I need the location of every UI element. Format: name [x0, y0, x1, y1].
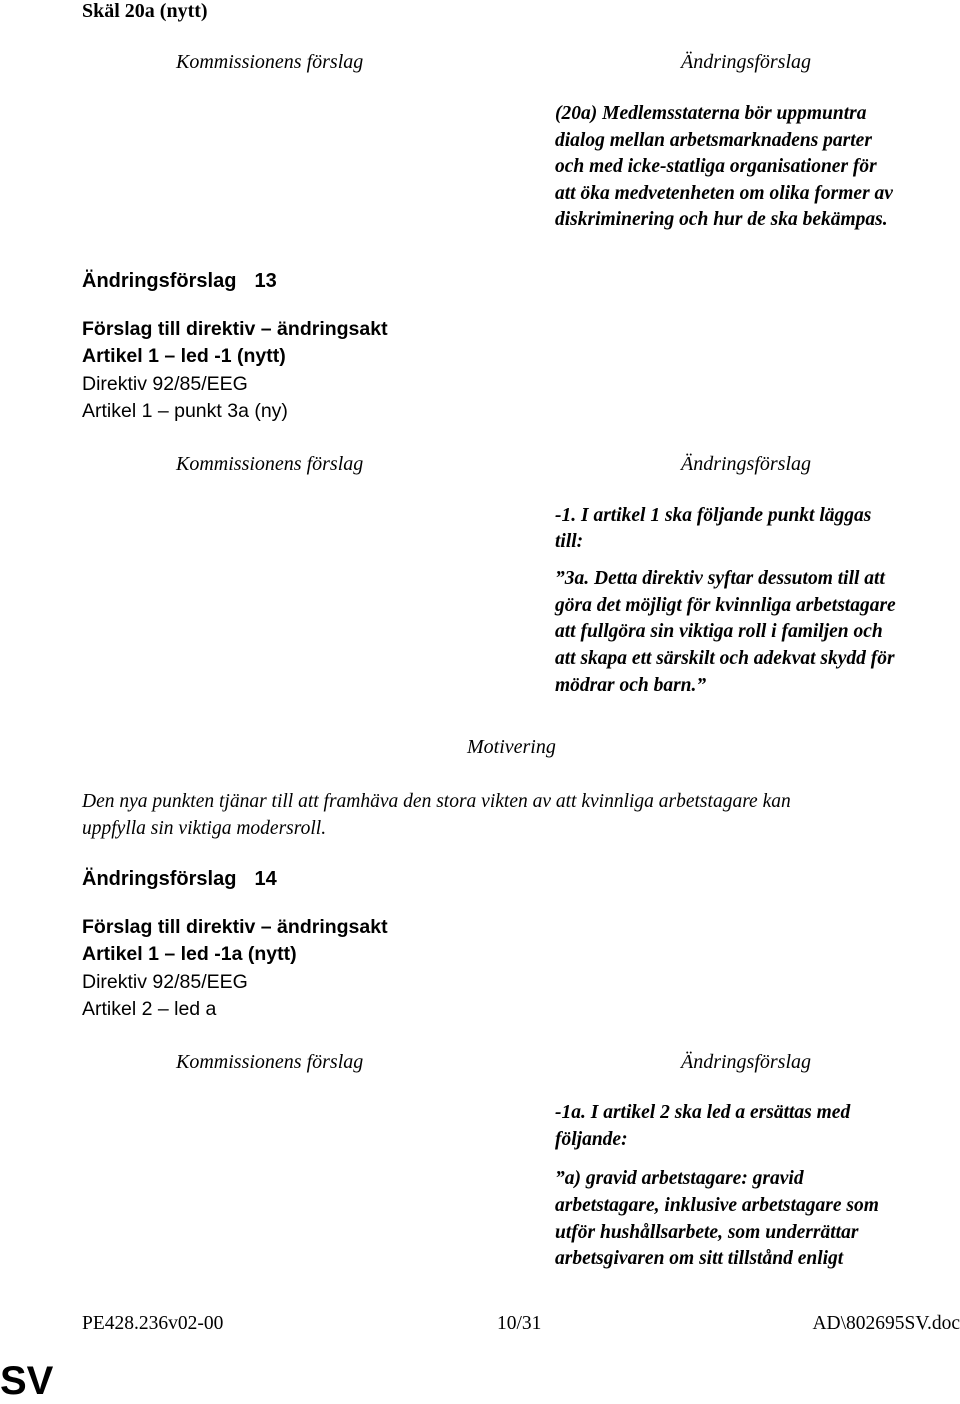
amendment-13-ref-proposal: Förslag till direktiv – ändringsakt: [82, 318, 388, 340]
amendment-13-heading: [82, 270, 277, 293]
column-heading-amendment: Ändringsförslag: [681, 51, 812, 73]
text-line: -1. I artikel 1 ska följande punkt läggas: [555, 505, 872, 526]
amendment-13-ref-point: Artikel 1 – punkt 3a (ny): [82, 400, 288, 422]
text-line: Den nya punkten tjänar till att framhäva den stora vikten av att kvinnliga arbetstagare kan: [82, 791, 791, 812]
amendment-14-text: [555, 1166, 879, 1273]
amendment-14-ref-directive: Direktiv 92/85/EEG: [82, 971, 248, 993]
amendment-14-ref-point: Artikel 2 – led a: [82, 998, 217, 1020]
text-line: till:: [555, 531, 584, 552]
amendment-number: 13: [254, 270, 277, 292]
footer-page-number: 10/31: [497, 1313, 542, 1334]
text-line: arbetstagare, inklusive arbetstagare som: [555, 1194, 879, 1216]
recital-20a-text: [555, 101, 893, 234]
amendment-13-text: [555, 566, 896, 700]
column-heading-amendment: Ändringsförslag: [681, 1051, 812, 1073]
justification-heading: Motivering: [467, 736, 556, 758]
text-line: diskriminering och hur de ska bekämpas.: [555, 209, 888, 230]
text-line: ”a) gravid arbetstagare: gravid: [555, 1168, 804, 1189]
justification-text: [82, 789, 791, 842]
column-heading-commission: Kommissionens förslag: [176, 51, 364, 73]
amendment-13-ref-article: Artikel 1 – led -1 (nytt): [82, 345, 286, 367]
footer-reference: PE428.236v02-00: [82, 1313, 224, 1334]
column-heading-commission: Kommissionens förslag: [176, 1051, 364, 1073]
text-line: uppfylla sin viktiga modersroll.: [82, 817, 327, 839]
amendment-label: Ändringsförslag: [82, 868, 237, 890]
text-line: (20a) Medlemsstaterna bör uppmuntra: [555, 103, 867, 124]
text-line: arbetsgivaren om sitt tillstånd enligt: [555, 1248, 844, 1270]
text-line: dialog mellan arbetsmarknadens parter: [555, 129, 872, 151]
language-code: SV: [0, 1359, 54, 1403]
amendment-14-heading: [82, 868, 277, 891]
amendment-14-ref-proposal: Förslag till direktiv – ändringsakt: [82, 916, 388, 938]
amendment-13-intro: [555, 503, 871, 555]
reason-heading: Skäl 20a (nytt): [82, 0, 208, 22]
text-line: att öka medvetenheten om olika former av: [555, 182, 893, 204]
amendment-number: 14: [254, 868, 277, 890]
amendment-14-ref-article: Artikel 1 – led -1a (nytt): [82, 943, 297, 965]
text-line: göra det möjligt för kvinnliga arbetstagare: [555, 594, 896, 616]
text-line: mödrar och barn.”: [555, 674, 707, 696]
text-line: följande:: [555, 1128, 628, 1150]
text-line: att fullgöra sin viktiga roll i familjen och: [555, 621, 883, 643]
amendment-14-intro: [555, 1100, 850, 1153]
text-line: utför hushållsarbete, som underrättar: [555, 1221, 859, 1243]
column-heading-amendment: Ändringsförslag: [681, 453, 812, 475]
text-line: -1a. I artikel 2 ska led a ersättas med: [555, 1102, 851, 1123]
amendment-label: Ändringsförslag: [82, 270, 237, 292]
amendment-13-ref-directive: Direktiv 92/85/EEG: [82, 373, 248, 395]
text-line: att skapa ett särskilt och adekvat skydd för: [555, 648, 895, 670]
footer-document-id: AD\802695SV.doc: [812, 1313, 960, 1334]
text-line: och med icke-statliga organisationer för: [555, 156, 877, 177]
text-line: ”3a. Detta direktiv syftar dessutom till att: [555, 568, 885, 589]
column-heading-commission: Kommissionens förslag: [176, 453, 364, 475]
